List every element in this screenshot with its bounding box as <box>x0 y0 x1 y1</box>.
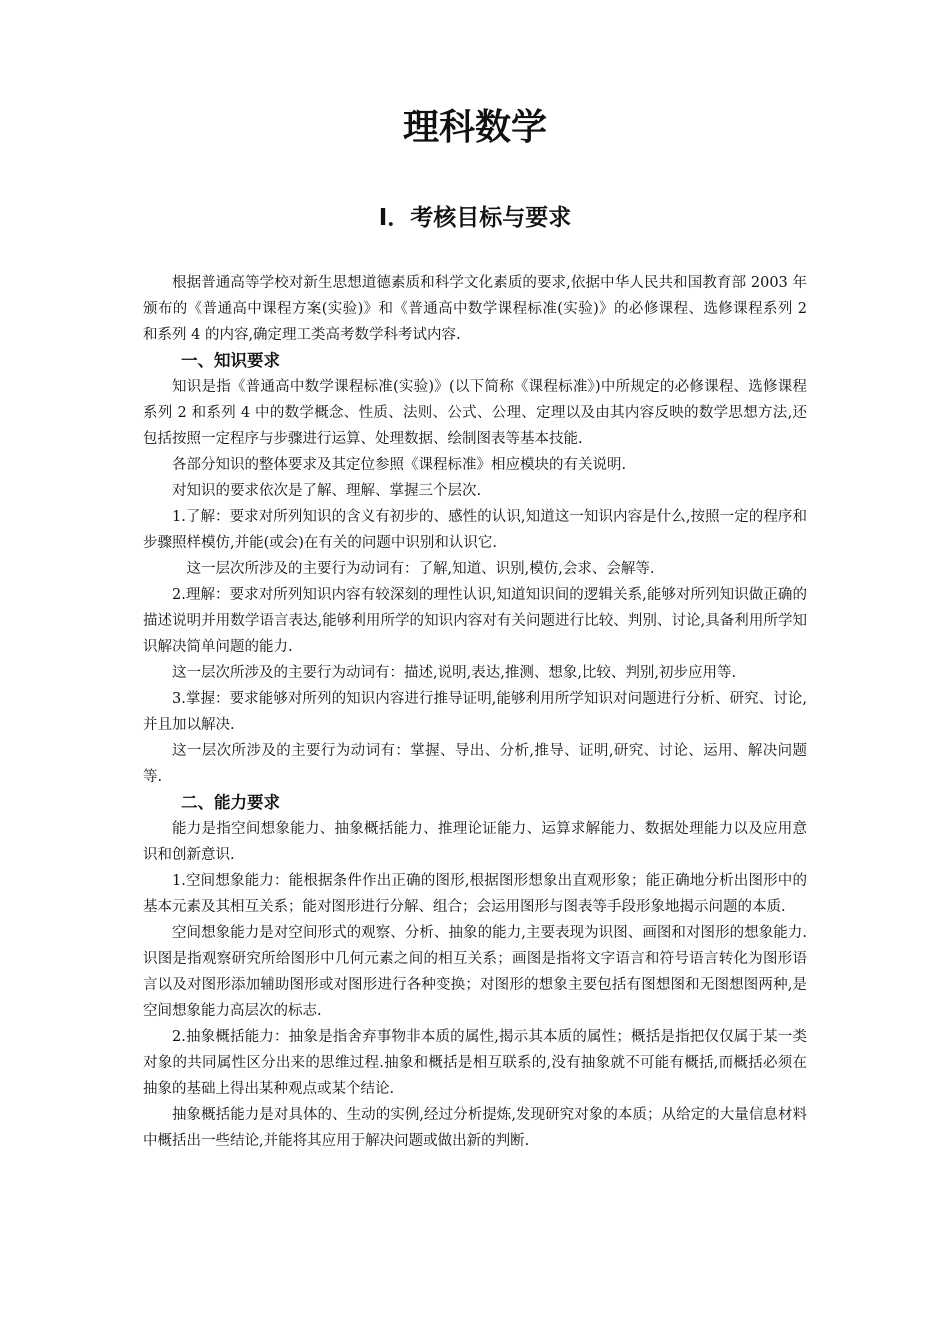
level1-verbs-paragraph: 这一层次所涉及的主要行为动词有：了解,知道、识别,模仿,会求、会解等. <box>186 561 655 577</box>
ability-requirements-heading: 二、能力要求 <box>181 793 280 812</box>
level-comprehend-paragraph: 2.理解：要求对所列知识内容有较深刻的理性认识,知道知识间的逻辑关系,能够对所列知识做正确的描述说明并用数学语言表达,能够利用所学的知识内容对有关问题进行比较、判别、讨论,具备利用所学知识解决简单问题的能力. <box>143 587 807 655</box>
knowledge-reference-paragraph: 各部分知识的整体要求及其定位参照《课程标准》相应模块的有关说明. <box>172 457 627 473</box>
abstraction-detail-paragraph: 抽象概括能力是对具体的、生动的实例,经过分析提炼,发现研究对象的本质；从给定的大量信息材料中概括出一些结论,并能将其应用于解决问题或做出新的判断. <box>143 1107 807 1149</box>
level3-verbs-paragraph: 这一层次所涉及的主要行为动词有：掌握、导出、分析,推导、证明,研究、讨论、运用、解决问题等. <box>143 743 807 785</box>
section-title: Ⅰ．考核目标与要求 <box>378 205 572 231</box>
spatial-imagination-paragraph: 1.空间想象能力：能根据条件作出正确的图形,根据图形想象出直观形象；能正确地分析出图形中的基本元素及其相互关系；能对图形进行分解、组合；会运用图形与图表等手段形象地揭示问题的本质. <box>143 873 807 915</box>
document-body <box>143 270 807 1154</box>
abstraction-paragraph: 2.抽象概括能力：抽象是指舍弃事物非本质的属性,揭示其本质的属性；概括是指把仅仅属于某一类对象的共同属性区分出来的思维过程.抽象和概括是相互联系的,没有抽象就不可能有概括,而概括必须在抽象的基础上得出某种观点或某个结论. <box>143 1029 807 1097</box>
level-understand-basic-paragraph: 1.了解：要求对所列知识的含义有初步的、感性的认识,知道这一知识内容是什么,按照一定的程序和步骤照样模仿,并能(或会)在有关的问题中识别和认识它. <box>143 509 807 551</box>
ability-definition-paragraph: 能力是指空间想象能力、抽象概括能力、推理论证能力、运算求解能力、数据处理能力以及应用意识和创新意识. <box>143 821 807 863</box>
spatial-imagination-detail-paragraph: 空间想象能力是对空间形式的观察、分析、抽象的能力,主要表现为识图、画图和对图形的想象能力.识图是指观察研究所给图形中几何元素之间的相互关系；画图是指将文字语言和符号语言转化为图形语言以及对图形添加辅助图形或对图形进行各种变换；对图形的想象主要包括有图想图和无图想图两种,是空间想象能力高层次的标志. <box>143 925 807 1019</box>
document-title: 理科数学 <box>402 107 547 148</box>
knowledge-requirements-heading: 一、知识要求 <box>181 351 280 370</box>
intro-paragraph: 根据普通高等学校对新生思想道德素质和科学文化素质的要求,依据中华人民共和国教育部 2003 年颁布的《普通高中课程方案(实验)》和《普通高中数学课程标准(实验)》的必修课程、选修课程系列 2 和系列 4 的内容,确定理工类高考数学科考试内容. <box>143 275 807 343</box>
knowledge-levels-paragraph: 对知识的要求依次是了解、理解、掌握三个层次. <box>172 483 482 499</box>
level2-verbs-paragraph: 这一层次所涉及的主要行为动词有：描述,说明,表达,推测、想象,比较、判别,初步应用等. <box>172 665 737 681</box>
knowledge-definition-paragraph: 知识是指《普通高中数学课程标准(实验)》(以下简称《课程标准》)中所规定的必修课程、选修课程系列 2 和系列 4 中的数学概念、性质、法则、公式、公理、定理以及由其内容反映的数学思想方法,还包括按照一定程序与步骤进行运算、处理数据、绘制图表等基本技能. <box>143 379 807 447</box>
level-master-paragraph: 3.掌握：要求能够对所列的知识内容进行推导证明,能够利用所学知识对问题进行分析、研究、讨论,并且加以解决. <box>143 691 807 733</box>
